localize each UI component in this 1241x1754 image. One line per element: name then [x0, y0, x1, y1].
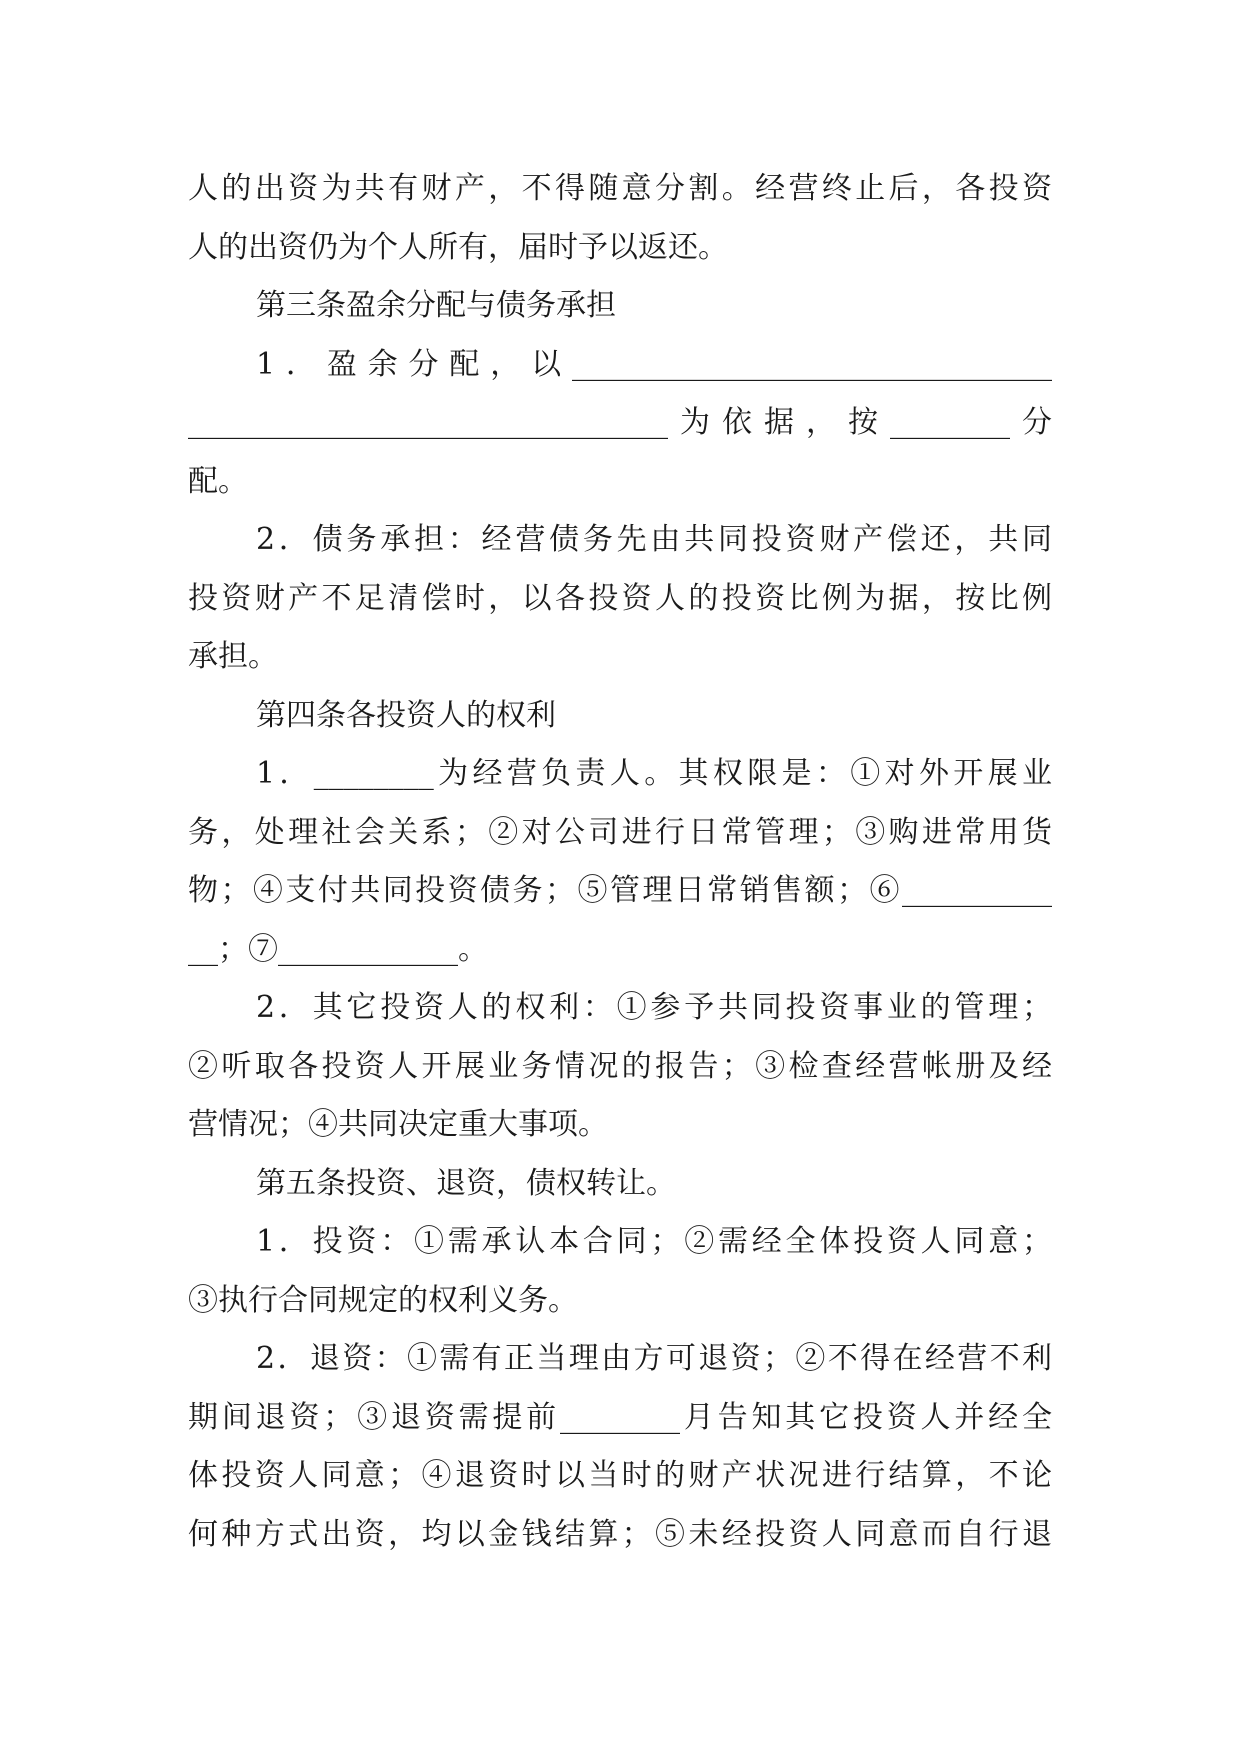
document-line: 营情况；④共同决定重大事项。: [188, 1107, 608, 1142]
document-line: 何种方式出资，均以金钱结算；⑤未经投资人同意而自行退: [188, 1516, 1052, 1552]
document-line: 期间退资；③退资需提前________月告知其它投资人并经全: [188, 1399, 1052, 1435]
document-line: ②听取各投资人开展业务情况的报告；③检查经营帐册及经: [188, 1048, 1052, 1084]
document-line: 配。: [188, 463, 248, 499]
document-line: 人的出资仍为个人所有，届时予以返还。: [188, 229, 728, 265]
document-line: ③执行合同规定的权利义务。: [188, 1282, 578, 1318]
document-line: 第五条投资、退资，债权转让。: [256, 1165, 676, 1201]
document-line: 2．退资：①需有正当理由方可退资；②不得在经营不利: [256, 1341, 1052, 1376]
document-line: 投资财产不足清偿时，以各投资人的投资比例为据，按比例: [188, 580, 1052, 616]
document-line: 人的出资为共有财产，不得随意分割。经营终止后，各投资: [188, 171, 1052, 206]
document-line: 1．________为经营负责人。其权限是：①对外开展业: [256, 756, 1052, 791]
document-line: 1．投资：①需承认本合同；②需经全体投资人同意；: [256, 1224, 1052, 1259]
document-line: 务，处理社会关系；②对公司进行日常管理；③购进常用货: [188, 814, 1052, 850]
document-body: [188, 160, 1052, 1564]
document-line: 1．盈余分配，以________________________________: [256, 346, 1052, 382]
document-line: 第三条盈余分配与债务承担: [256, 288, 616, 323]
document-line: 体投资人同意；④退资时以当时的财产状况进行结算，不论: [188, 1458, 1052, 1493]
document-line: 承担。: [188, 639, 278, 674]
document-line: 第四条各投资人的权利: [256, 697, 556, 733]
document-line: 2．债务承担：经营债务先由共同投资财产偿还，共同: [256, 522, 1052, 557]
document-line: 物；④支付共同投资债务；⑤管理日常销售额；⑥__________: [188, 873, 1052, 908]
document-line: __；⑦____________。: [188, 931, 488, 967]
document-line: 2．其它投资人的权利：①参予共同投资事业的管理；: [256, 990, 1052, 1025]
document-line: ________________________________为依据，按________分: [188, 405, 1052, 440]
